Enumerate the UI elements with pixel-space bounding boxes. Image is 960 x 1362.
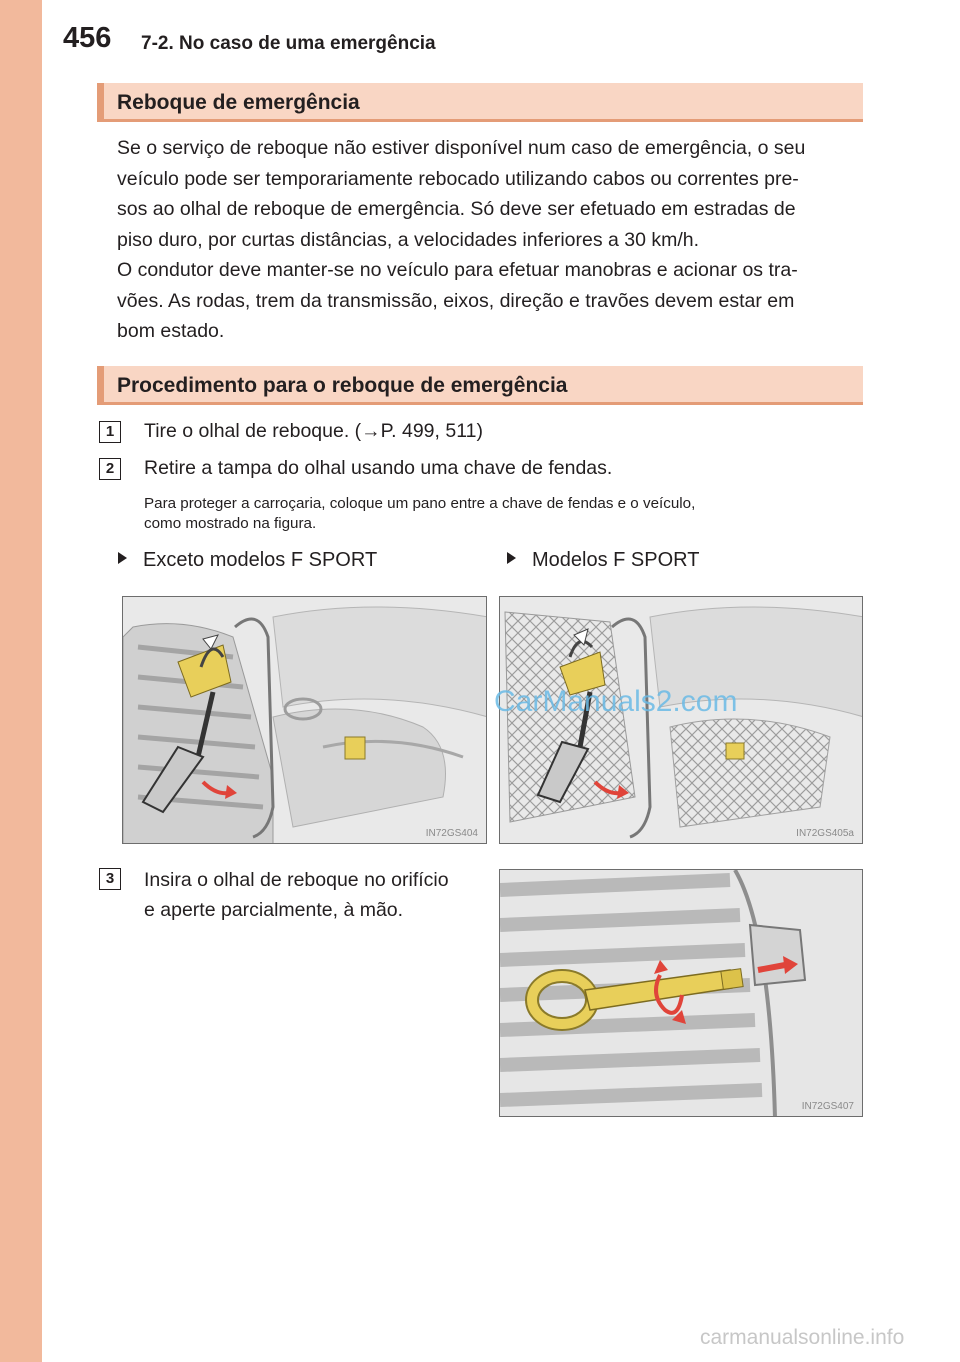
section-title: Reboque de emergência xyxy=(117,91,360,114)
watermark-text: CarManuals2.com xyxy=(494,685,738,718)
triangle-bullet-icon xyxy=(507,552,516,564)
section-heading-towing-procedure xyxy=(97,366,863,405)
step-number-box: 2 xyxy=(99,458,121,480)
figure-code: IN72GS405a xyxy=(796,828,854,839)
side-color-strip xyxy=(0,0,42,1362)
paragraph-line: sos ao olhal de reboque de emergência. Só deve ser efetuado em estradas de xyxy=(117,198,796,220)
paragraph-line: piso duro, por curtas distâncias, a velocidades inferiores a 30 km/h. xyxy=(117,228,700,251)
illustration-screwdriver-f-sport xyxy=(500,597,863,844)
figure-cover-removal-f-sport xyxy=(499,596,863,844)
figure-code: IN72GS404 xyxy=(425,828,478,839)
figure-code: IN72GS407 xyxy=(801,1101,854,1112)
variant-text: Modelos F SPORT xyxy=(532,549,700,571)
step-text: Retire a tampa do olhal usando uma chave de fendas. xyxy=(144,457,613,479)
footer-watermark: carmanualsonline.info xyxy=(700,1326,905,1349)
note-line: como mostrado na figura. xyxy=(144,515,317,532)
step-text: Tire o olhal de reboque. (→P. 499, 511) xyxy=(144,420,483,442)
paragraph-line: bom estado. xyxy=(117,320,225,342)
step-text xyxy=(144,865,449,925)
variant-label-f-sport xyxy=(507,549,699,572)
step-text-line: Insira o olhal de reboque no orifício xyxy=(144,869,449,891)
figure-cover-removal-standard xyxy=(122,596,487,844)
paragraph-line: Se o serviço de reboque não estiver disponível num caso de emergência, o seu xyxy=(117,137,806,159)
chapter-title: 7-2. No caso de uma emergência xyxy=(141,33,436,54)
figure-insert-towing-eyelet xyxy=(499,869,863,1117)
step-number-box: 1 xyxy=(99,421,121,443)
step-number-box: 3 xyxy=(99,868,121,890)
illustration-screwdriver-standard xyxy=(123,597,487,844)
page-number: 456 xyxy=(63,22,112,54)
paragraph-line: O condutor deve manter-se no veículo para efetuar manobras e acionar os tra- xyxy=(117,259,798,281)
variant-label-standard xyxy=(118,549,377,572)
triangle-bullet-icon xyxy=(118,552,127,564)
intro-paragraph xyxy=(117,133,857,347)
note-line: Para proteger a carroçaria, coloque um pano entre a chave de fendas e o veículo, xyxy=(144,495,696,512)
illustration-towing-eyelet xyxy=(500,870,863,1117)
paragraph-line: veículo pode ser temporariamente rebocado utilizando cabos ou correntes pre- xyxy=(117,167,799,190)
paragraph-line: vões. As rodas, trem da transmissão, eixos, direção e travões devem estar em xyxy=(117,289,795,312)
step-note xyxy=(144,494,857,534)
variant-text: Exceto modelos F SPORT xyxy=(143,549,378,571)
step-text-line: e aperte parcialmente, à mão. xyxy=(144,899,404,921)
section-title: Procedimento para o reboque de emergência xyxy=(117,374,568,397)
section-heading-emergency-towing xyxy=(97,83,863,122)
